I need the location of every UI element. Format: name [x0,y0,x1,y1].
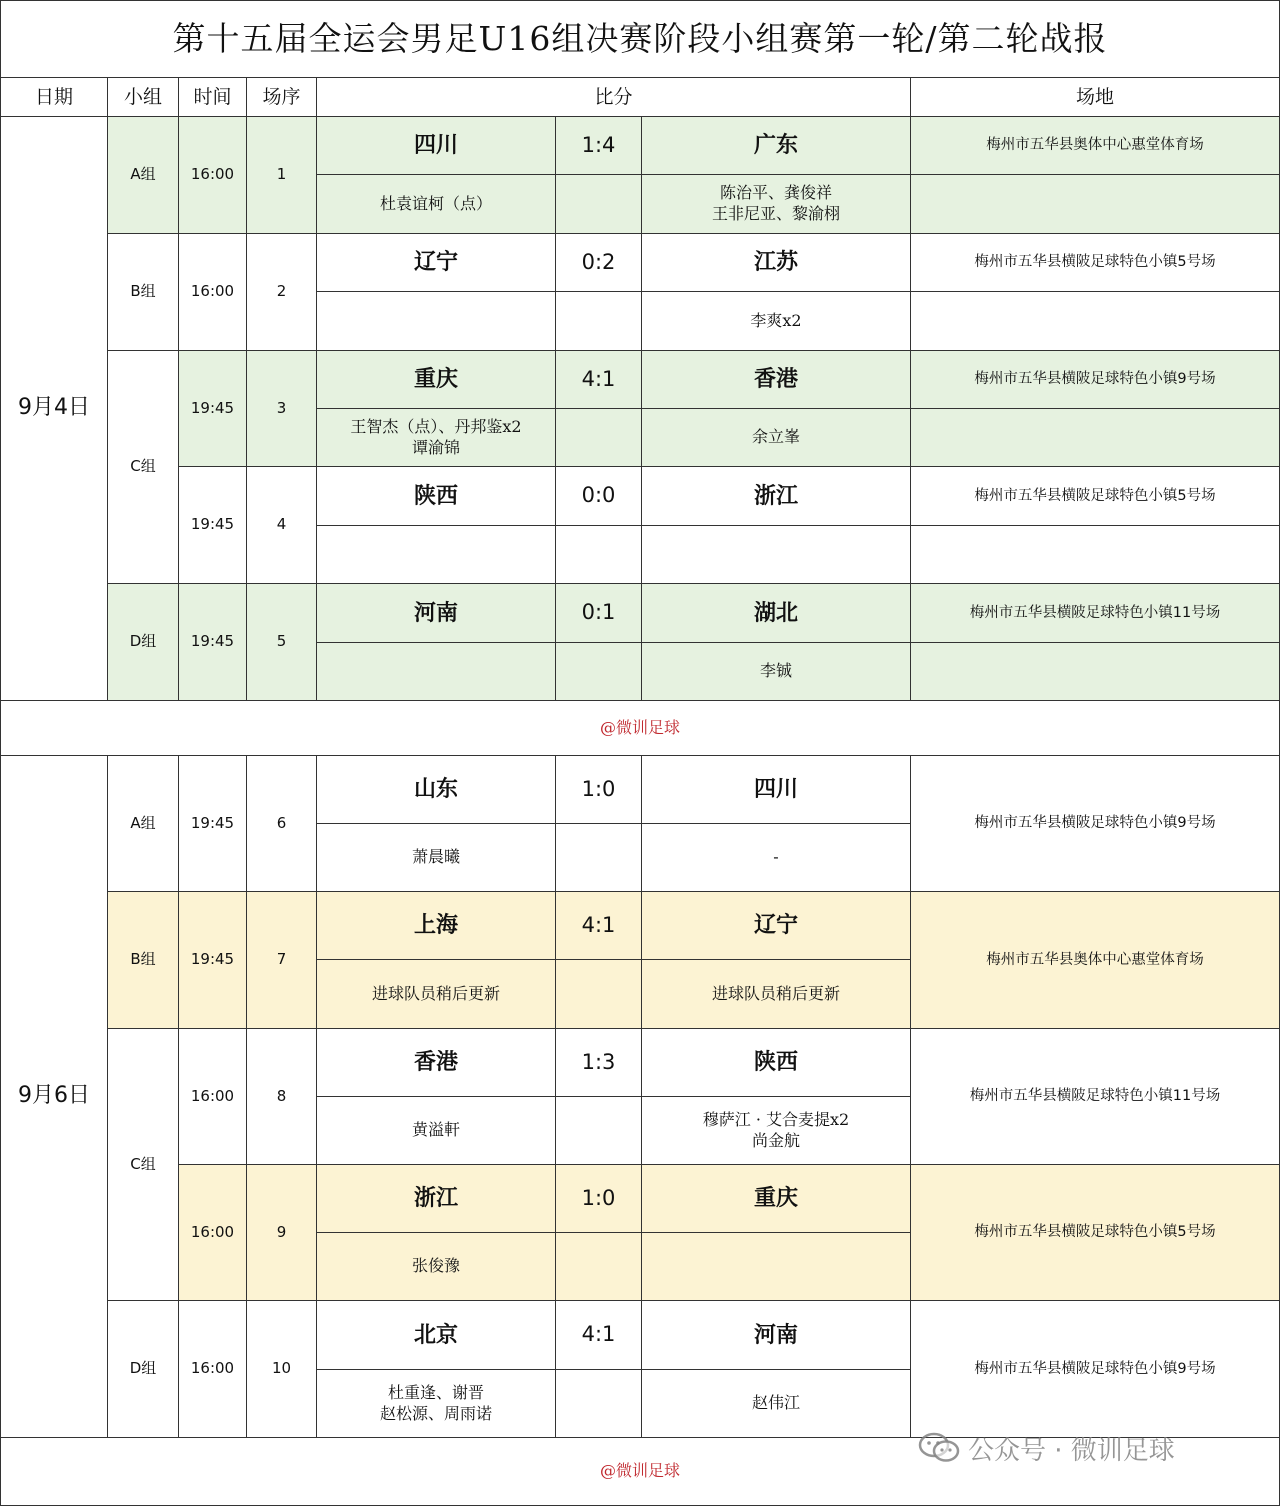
match-venue: 梅州市五华县奥体中心惠堂体育场 [910,891,1280,1029]
home-scorers: 杜袁谊柯（点） [316,174,556,234]
home-team: 河南 [316,583,556,643]
match-venue: 梅州市五华县横陂足球特色小镇9号场 [910,1300,1280,1438]
score-spacer [555,1369,642,1438]
match-date: 9月6日 [0,755,108,1438]
home-scorers [316,291,556,351]
home-scorers: 进球队员稍后更新 [316,959,556,1029]
away-team: 河南 [641,1300,911,1370]
score-spacer [555,525,642,584]
match-order: 10 [246,1300,317,1438]
score-spacer [555,291,642,351]
away-team: 浙江 [641,466,911,526]
away-scorers: - [641,823,911,892]
match-order: 2 [246,233,317,351]
match-order: 5 [246,583,317,701]
credit-line: @微训足球 [0,700,1280,756]
header-group: 小组 [107,77,179,117]
match-order: 1 [246,116,317,234]
match-order: 8 [246,1028,317,1165]
home-team: 陕西 [316,466,556,526]
match-score: 0:1 [555,583,642,643]
score-spacer [555,1096,642,1165]
home-scorers: 黄溢軒 [316,1096,556,1165]
match-time: 16:00 [178,1164,247,1301]
header-date: 日期 [0,77,108,117]
home-team: 北京 [316,1300,556,1370]
away-team: 陕西 [641,1028,911,1097]
header-time: 时间 [178,77,247,117]
score-spacer [555,823,642,892]
group-label: B组 [107,891,179,1029]
venue-spacer [910,174,1280,234]
home-team: 辽宁 [316,233,556,292]
away-scorers: 穆萨江 · 艾合麦提x2 尚金航 [641,1096,911,1165]
home-team: 四川 [316,116,556,175]
match-score: 4:1 [555,350,642,409]
match-time: 19:45 [178,891,247,1029]
match-time: 16:00 [178,1300,247,1438]
score-spacer [555,959,642,1029]
home-team: 浙江 [316,1164,556,1233]
match-order: 3 [246,350,317,467]
match-time: 16:00 [178,233,247,351]
match-score: 1:0 [555,755,642,824]
header-order: 场序 [246,77,317,117]
match-score: 4:1 [555,1300,642,1370]
away-scorers: 李铖 [641,642,911,701]
away-team: 四川 [641,755,911,824]
home-scorers: 张俊豫 [316,1232,556,1301]
home-scorers [316,642,556,701]
match-venue: 梅州市五华县横陂足球特色小镇9号场 [910,350,1280,409]
home-team: 重庆 [316,350,556,409]
group-label: D组 [107,583,179,701]
score-spacer [555,1232,642,1301]
home-team: 山东 [316,755,556,824]
match-venue: 梅州市五华县横陂足球特色小镇9号场 [910,755,1280,892]
match-score: 1:0 [555,1164,642,1233]
match-venue: 梅州市五华县横陂足球特色小镇11号场 [910,583,1280,643]
away-team: 江苏 [641,233,911,292]
home-scorers: 萧晨曦 [316,823,556,892]
match-venue: 梅州市五华县横陂足球特色小镇5号场 [910,1164,1280,1301]
match-venue: 梅州市五华县奥体中心惠堂体育场 [910,116,1280,175]
score-spacer [555,408,642,467]
venue-spacer [910,525,1280,584]
page-title: 第十五届全运会男足U16组决赛阶段小组赛第一轮/第二轮战报 [0,0,1280,78]
group-label: A组 [107,755,179,892]
match-time: 19:45 [178,583,247,701]
away-team: 辽宁 [641,891,911,960]
match-order: 4 [246,466,317,584]
credit-line: @微训足球 [0,1437,1280,1506]
watermark-text: 公众号 · 微训足球 [968,1435,1175,1466]
match-order: 7 [246,891,317,1029]
group-label: A组 [107,116,179,234]
away-scorers: 陈治平、龚俊祥 王非尼亚、黎渝栩 [641,174,911,234]
score-spacer [555,642,642,701]
group-label: C组 [107,1028,179,1301]
match-score: 4:1 [555,891,642,960]
match-score: 0:0 [555,466,642,526]
match-time: 16:00 [178,1028,247,1165]
away-team: 湖北 [641,583,911,643]
venue-spacer [910,642,1280,701]
venue-spacer [910,408,1280,467]
group-label: C组 [107,350,179,584]
match-time: 19:45 [178,755,247,892]
away-scorers [641,525,911,584]
home-team: 上海 [316,891,556,960]
home-scorers: 杜重逢、谢晋 赵松源、周雨诺 [316,1369,556,1438]
away-team: 重庆 [641,1164,911,1233]
match-venue: 梅州市五华县横陂足球特色小镇11号场 [910,1028,1280,1165]
match-time: 19:45 [178,466,247,584]
match-time: 19:45 [178,350,247,467]
match-score: 1:3 [555,1028,642,1097]
home-scorers: 王智杰（点）、丹邦鉴x2 谭渝锦 [316,408,556,467]
group-label: B组 [107,233,179,351]
match-date: 9月4日 [0,116,108,701]
match-score: 0:2 [555,233,642,292]
home-scorers [316,525,556,584]
header-venue: 场地 [910,77,1280,117]
away-scorers: 进球队员稍后更新 [641,959,911,1029]
match-order: 6 [246,755,317,892]
match-score: 1:4 [555,116,642,175]
away-team: 广东 [641,116,911,175]
away-scorers: 余立峯 [641,408,911,467]
home-team: 香港 [316,1028,556,1097]
away-scorers [641,1232,911,1301]
group-label: D组 [107,1300,179,1438]
match-venue: 梅州市五华县横陂足球特色小镇5号场 [910,466,1280,526]
venue-spacer [910,291,1280,351]
away-scorers: 赵伟江 [641,1369,911,1438]
away-scorers: 李爽x2 [641,291,911,351]
away-team: 香港 [641,350,911,409]
score-spacer [555,174,642,234]
match-order: 9 [246,1164,317,1301]
header-score: 比分 [316,77,911,117]
match-venue: 梅州市五华县横陂足球特色小镇5号场 [910,233,1280,292]
match-time: 16:00 [178,116,247,234]
